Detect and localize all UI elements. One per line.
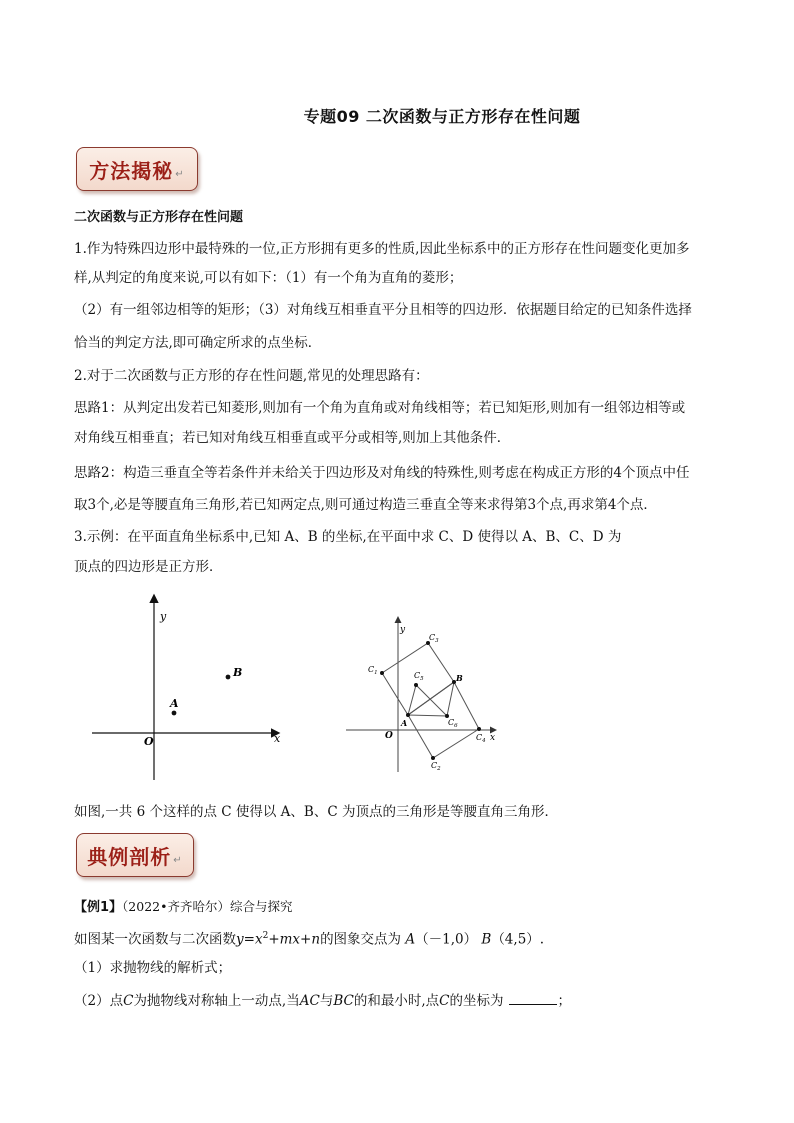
method-heading: 二次函数与正方形存在性问题	[74, 210, 244, 225]
origin-label: O	[144, 735, 154, 748]
point-c1	[380, 671, 384, 675]
point-c3-label: $C_3$	[429, 633, 439, 644]
paragraph-1b: 样,从判定的角度来说,可以有如下：（1）有一个角为直角的菱形；	[74, 270, 463, 286]
paragraph-1a: 1.作为特殊四边形中最特殊的一位,正方形拥有更多的性质,因此坐标系中的正方形存在性问题变化更加多	[74, 241, 690, 257]
point-b-name: B	[481, 931, 492, 948]
eq-exponent: 2	[262, 931, 269, 941]
q2-text: ；	[557, 993, 571, 1009]
eq-x: x	[254, 931, 263, 948]
point-a	[172, 711, 177, 716]
page-title: 专题09 二次函数与正方形存在性问题	[303, 107, 581, 126]
paragraph-2: 2.对于二次函数与正方形的存在性问题,常见的处理思路有：	[74, 368, 429, 384]
eq-plus: +	[300, 931, 312, 948]
example-badge	[76, 833, 194, 877]
eq-equals: =	[243, 931, 255, 948]
point-c5-label: $C_5$	[414, 671, 424, 682]
origin-label: O	[385, 731, 393, 741]
point-a	[406, 713, 410, 717]
point-c4-label: $C_4$	[476, 733, 486, 744]
q2-point-c: C	[123, 993, 134, 1009]
point-c5	[414, 683, 418, 687]
return-mark-icon: ↵	[175, 169, 185, 180]
q2-text: 与	[319, 993, 334, 1009]
point-c4	[477, 727, 481, 731]
paragraph-4b: 取3个,必是等腰直角三角形,若已知两定点,则可通过构造三垂直全等来求得第3个点,再求第4个点．	[74, 497, 657, 513]
point-c6-label: $C_6$	[448, 718, 458, 729]
point-b-label: B	[456, 673, 463, 683]
stem-text: 如图某一次函数与二次函数	[74, 931, 236, 948]
figure-six-points-c	[340, 612, 510, 777]
paragraph-1d: 恰当的判定方法,即可确定所求的点坐标．	[74, 335, 322, 351]
square-c2-c4	[408, 682, 479, 758]
stem-text: 的图象交点为	[320, 931, 402, 948]
example-header	[74, 898, 724, 917]
q2-point-c: C	[439, 993, 450, 1009]
return-mark-icon: ↵	[173, 855, 183, 866]
point-a-label: A	[170, 697, 179, 710]
figure-caption: 如图,一共 6 个这样的点 C 使得以 A、B、C 为顶点的三角形是等腰直角三角形．	[74, 804, 558, 820]
point-c1-label: $C_1$	[368, 665, 378, 676]
point-b	[226, 675, 231, 680]
q2-text: 的和最小时,点	[353, 993, 440, 1009]
point-b-coord: （4,5）.	[491, 931, 545, 948]
figure-points-ab	[88, 590, 288, 790]
example-stem	[74, 927, 724, 949]
example-tag: 【例1】	[74, 900, 123, 915]
point-a-label: A	[401, 718, 408, 728]
method-badge-label: 方法揭秘	[89, 158, 174, 183]
x-axis-label: x	[274, 732, 281, 745]
q2-text: 为抛物线对称轴上一动点,当	[133, 993, 300, 1009]
method-badge	[76, 147, 198, 191]
example-badge-label: 典例剖析	[87, 844, 172, 869]
paragraph-1c: （2）有一组邻边相等的矩形；（3）对角线互相垂直平分且相等的四边形．依据题目给定的已知条件选择	[74, 302, 692, 318]
paragraph-5a: 3.示例：在平面直角坐标系中,已知 A、B 的坐标,在平面中求 C、D 使得以 A、B、C、D 为	[74, 529, 622, 545]
paragraph-5b: 顶点的四边形是正方形．	[74, 559, 223, 575]
point-b-label: B	[233, 666, 243, 679]
y-axis-label: y	[160, 610, 167, 623]
segment-ab	[408, 682, 454, 715]
example-source: （2022•齐齐哈尔）综合与探究	[122, 899, 293, 914]
eq-plus: +	[268, 931, 280, 948]
x-axis-label: x	[490, 733, 496, 743]
answer-blank[interactable]	[509, 992, 557, 1005]
paragraph-4a: 思路2：构造三垂直全等若条件并未给关于四边形及对角线的特殊性,则考虑在构成正方形的4个顶点中任	[74, 465, 690, 481]
eq-mx: mx	[279, 931, 301, 948]
q2-segment-ac: AC	[299, 993, 320, 1009]
question-1: （1）求抛物线的解析式；	[74, 960, 232, 976]
eq-y: y	[236, 931, 244, 948]
paragraph-3b: 对角线互相垂直；若已知对角线互相垂直或平分或相等,则加上其他条件．	[74, 430, 511, 446]
segment-a-c6	[408, 715, 447, 716]
y-axis-label: y	[400, 625, 406, 635]
point-a-name: A	[405, 931, 416, 948]
question-2	[74, 992, 724, 1010]
point-c2-label: $C_2$	[431, 761, 441, 772]
paragraph-3a: 思路1：从判定出发若已知菱形,则加有一个角为直角或对角线相等；若已知矩形,则加有一组邻边相等或	[74, 400, 686, 416]
q2-text: 的坐标为	[449, 993, 504, 1009]
eq-n: n	[311, 931, 321, 948]
point-a-coord: （－1,0）	[415, 931, 478, 948]
q2-segment-bc: BC	[333, 993, 354, 1009]
q2-text: （2）点	[74, 993, 124, 1009]
point-c2	[431, 756, 435, 760]
